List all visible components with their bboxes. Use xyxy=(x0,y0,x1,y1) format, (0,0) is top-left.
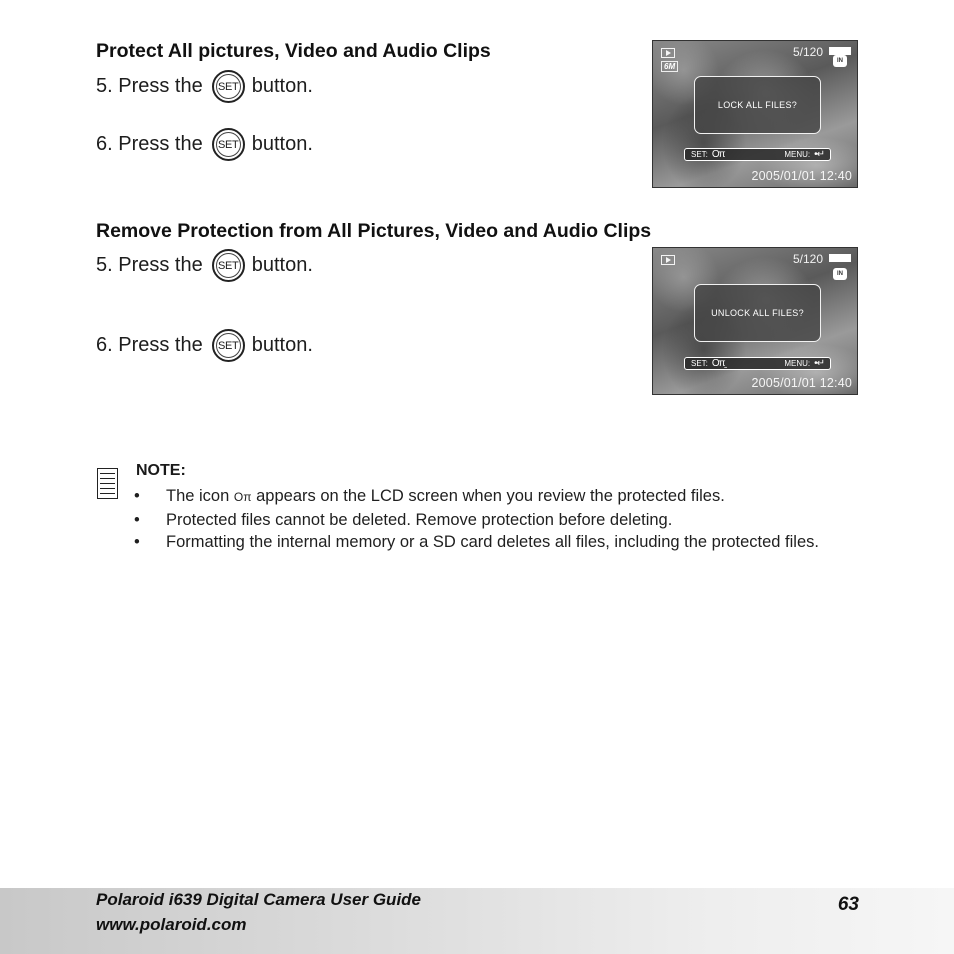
unlock-icon: Oπ̱ xyxy=(711,358,725,369)
bullet-dot: • xyxy=(134,487,140,505)
unlock-dialog xyxy=(694,284,821,342)
hint-bar xyxy=(684,357,831,370)
note-list xyxy=(134,485,859,554)
set-hint: SET: Oπ̱ xyxy=(691,358,725,369)
hint-bar xyxy=(684,148,831,161)
footer-title: Polaroid i639 Digital Camera User Guide xyxy=(96,890,422,909)
unprotect-heading: Remove Protection from All Pictures, Video and Audio Clips xyxy=(96,220,652,242)
step-text: 6. Press the xyxy=(96,334,203,356)
note-text: Protected files cannot be deleted. Remove protection before deleting. xyxy=(166,510,673,529)
bullet-dot: • xyxy=(134,510,140,529)
image-counter: 5/120 xyxy=(792,45,823,59)
set-button-icon: SET xyxy=(212,70,245,103)
menu-hint: MENU: •↵ xyxy=(784,149,824,160)
datetime: 2005/01/01 12:40 xyxy=(751,169,852,183)
return-icon: •↵ xyxy=(814,358,824,369)
lcd-screen-lock xyxy=(652,40,858,188)
note-item xyxy=(134,531,859,554)
protect-step-5 xyxy=(96,70,313,103)
footer-url: www.polaroid.com xyxy=(96,915,247,934)
note-item xyxy=(134,485,859,509)
lock-dialog xyxy=(694,76,821,134)
dialog-text: UNLOCK ALL FILES? xyxy=(711,308,804,318)
set-button-icon: SET xyxy=(212,249,245,282)
bullet-dot: • xyxy=(134,533,140,551)
dialog-text: LOCK ALL FILES? xyxy=(717,100,798,110)
lcd-screen-unlock xyxy=(652,247,858,395)
set-hint: SET: Oπ xyxy=(691,149,725,160)
step-text: 6. Press the xyxy=(96,133,203,155)
note-text: Formatting the internal memory or a SD card deletes all files, including the protected files. xyxy=(166,533,819,551)
protect-heading: Protect All pictures, Video and Audio Clips xyxy=(96,40,491,62)
step-text: 5. Press the xyxy=(96,254,203,276)
lock-icon: Oπ xyxy=(711,149,725,160)
step-text: button. xyxy=(251,75,313,97)
return-icon: •↵ xyxy=(814,149,824,160)
step-text: button. xyxy=(251,334,313,356)
playback-icon xyxy=(661,255,675,265)
internal-memory-icon: IN xyxy=(833,55,847,67)
notepad-icon xyxy=(97,468,118,499)
note-text: appears on the LCD screen when you review the protected files. xyxy=(256,487,725,505)
image-counter: 5/120 xyxy=(792,252,823,266)
battery-icon xyxy=(829,254,851,262)
set-button-icon: SET xyxy=(212,329,245,362)
note-text: The icon xyxy=(166,487,230,505)
step-text: 5. Press the xyxy=(96,75,203,97)
playback-icon xyxy=(661,48,675,58)
unprotect-step-5 xyxy=(96,249,313,282)
protect-step-6 xyxy=(96,128,313,161)
unprotect-step-6 xyxy=(96,329,313,362)
note-title: NOTE: xyxy=(136,462,186,479)
internal-memory-icon: IN xyxy=(833,268,847,280)
step-text: button. xyxy=(251,133,313,155)
note-item xyxy=(134,509,859,532)
page-number: 63 xyxy=(837,894,859,915)
lock-icon: Oπ xyxy=(233,490,252,504)
resolution-icon: 6M xyxy=(661,61,678,72)
set-button-icon: SET xyxy=(212,128,245,161)
step-text: button. xyxy=(251,254,313,276)
battery-icon xyxy=(829,47,851,55)
menu-hint: MENU: •↵ xyxy=(784,358,824,369)
datetime: 2005/01/01 12:40 xyxy=(751,376,852,390)
